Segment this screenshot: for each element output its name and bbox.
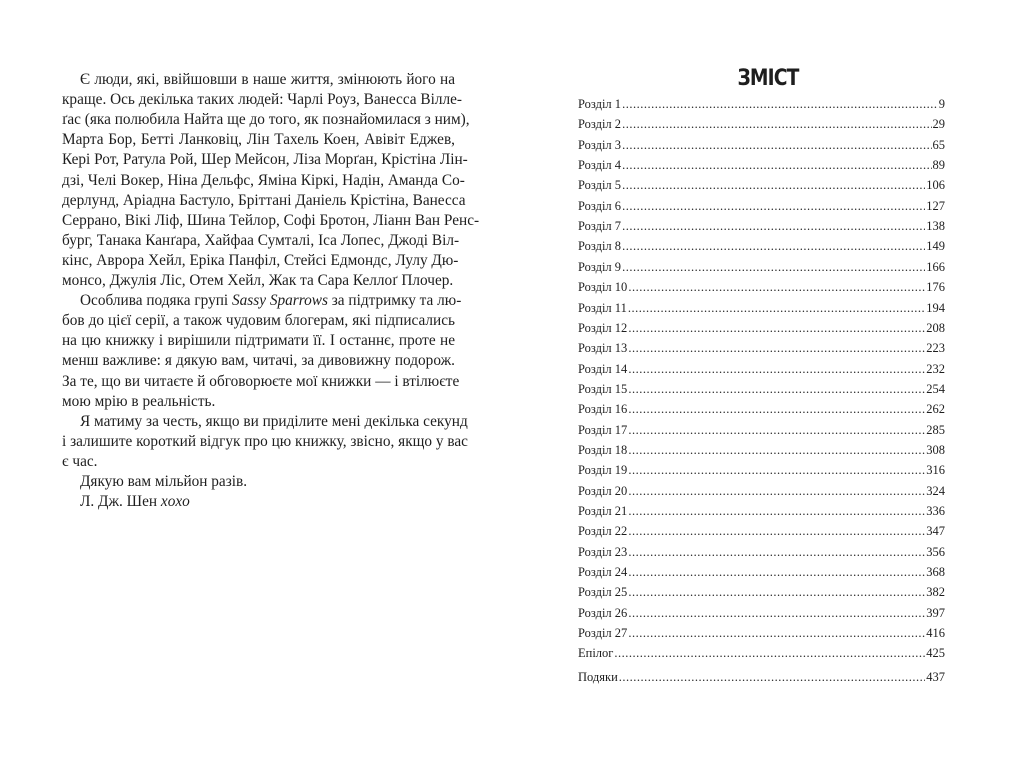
- table-of-contents-page: [512, 0, 1024, 767]
- toc-entry-page: 347: [926, 524, 945, 539]
- text-line: [80, 291, 462, 311]
- toc-entry[interactable]: [578, 238, 945, 254]
- toc-entry-label: Розділ 25: [578, 585, 628, 600]
- toc-entry[interactable]: [578, 544, 945, 560]
- toc-entry-label: Розділ 18: [578, 442, 628, 457]
- toc-entry[interactable]: [578, 259, 945, 275]
- leader-dots: [628, 503, 925, 519]
- group-name: Sassy Sparrows: [232, 292, 328, 310]
- toc-entry[interactable]: [578, 361, 945, 377]
- text-line: менш важливе: я дякую вам, читачі, за дивовижну подорож.: [62, 352, 455, 370]
- toc-entry-label: Розділ 13: [578, 341, 628, 356]
- toc-entry-label: Розділ 23: [578, 544, 628, 559]
- text-line: ґас (яка полюбила Найта ще до того, як познайомилася з ним),: [62, 111, 470, 129]
- leader-dots: [628, 442, 925, 458]
- text-line: бов до цієї серії, а також чудовим блогерам, які підписались: [62, 312, 455, 330]
- toc-entry-label: Подяки: [578, 670, 618, 684]
- leader-dots: [628, 483, 925, 499]
- leader-dots: [628, 564, 925, 580]
- toc-entry-label: Розділ 8: [578, 239, 622, 254]
- leader-dots: [628, 361, 925, 377]
- leader-dots: [622, 238, 925, 254]
- toc-entry-label: Розділ 21: [578, 504, 628, 518]
- text-line: є час.: [62, 452, 98, 470]
- toc-entry-label: Розділ 19: [578, 463, 628, 478]
- toc-entry-label: Епілог: [578, 646, 614, 660]
- text-line: краще. Ось декілька таких людей: Чарлі Роуз, Ванесса Вілле-: [62, 91, 463, 109]
- toc-entry-page: 308: [926, 442, 945, 457]
- text-line: Я матиму за честь, якщо ви приділите мені декілька секунд: [80, 412, 468, 430]
- leader-dots: [628, 279, 925, 295]
- text-fragment: за підтримку та лю-: [327, 292, 462, 310]
- toc-entry-label: Розділ 26: [578, 605, 628, 620]
- toc-entry-label: Розділ 4: [578, 158, 622, 173]
- text-line: Є люди, які, ввійшовши в наше життя, змінюють його на: [80, 71, 455, 88]
- toc-entry[interactable]: [578, 279, 945, 295]
- toc-entry[interactable]: [578, 218, 945, 234]
- toc-entry-page: 223: [926, 341, 945, 356]
- toc-entry-page: 127: [926, 198, 945, 213]
- leader-dots: [628, 401, 925, 417]
- toc-entry-page: 29: [932, 117, 945, 132]
- toc-entry-page: 254: [926, 381, 945, 396]
- leader-dots: [628, 320, 925, 336]
- toc-entry[interactable]: [578, 340, 945, 356]
- leader-dots: [619, 669, 925, 685]
- toc-entry-label: Розділ 22: [578, 524, 628, 539]
- leader-dots: [622, 198, 925, 214]
- toc-entry-page: 437: [926, 670, 945, 684]
- toc-entry-page: 89: [932, 158, 945, 173]
- text-line: дзі, Челі Вокер, Ніна Дельфс, Яміна Кіркі, Надін, Аманда Со-: [62, 171, 465, 189]
- text-line: Кері Рот, Ратула Рой, Шер Мейсон, Ліза Морґан, Крістіна Лін-: [62, 151, 468, 169]
- leader-dots: [622, 96, 938, 112]
- leader-dots: [628, 381, 925, 397]
- thanks-line: Дякую вам мільйон разів.: [80, 473, 248, 490]
- toc-entry-page: 316: [926, 463, 945, 478]
- leader-dots: [628, 462, 925, 478]
- signature: [80, 492, 455, 512]
- toc-entry-page: 208: [926, 320, 945, 335]
- leader-dots: [628, 422, 925, 438]
- toc-entry[interactable]: [578, 401, 945, 417]
- text-line: кінс, Аврора Хейл, Еріка Панфіл, Стейсі Едмондс, Лулу Дю-: [62, 251, 459, 269]
- toc-entry[interactable]: [578, 564, 945, 580]
- leader-dots: [628, 625, 925, 641]
- toc-entry-page: 176: [926, 280, 945, 295]
- sign-off: xoxo: [160, 493, 190, 511]
- toc-entry-label: Розділ 2: [578, 117, 622, 132]
- toc-entry[interactable]: [578, 584, 945, 600]
- toc-entry-page: 397: [926, 605, 945, 620]
- text-line: Марта Бор, Бетті Ланковіц, Лін Тахель Коен, Авівіт Еджев,: [62, 131, 455, 149]
- toc-entry-label: Розділ 11: [578, 300, 627, 315]
- text-line: бург, Танака Канґара, Хайфаа Сумталі, Іса Лопес, Джоді Віл-: [62, 231, 460, 249]
- text-line: на цю книжку і вирішили підтримати її. І останнє, проте не: [62, 332, 455, 350]
- leader-dots: [628, 584, 925, 600]
- toc-title: ЗМІСТ: [737, 66, 799, 91]
- toc-entry-label: Розділ 1: [578, 97, 622, 111]
- leader-dots: [628, 605, 925, 621]
- toc-entry[interactable]: [578, 645, 945, 661]
- toc-entry[interactable]: [578, 320, 945, 336]
- author-name: Л. Дж. Шен: [80, 493, 161, 511]
- toc-entry-page: 382: [926, 585, 945, 600]
- leader-dots: [628, 544, 925, 560]
- toc-entry-page: 106: [926, 178, 945, 193]
- toc-entry[interactable]: [578, 483, 945, 499]
- toc-entry-page: 166: [926, 259, 945, 274]
- toc-entry-label: Розділ 27: [578, 626, 628, 641]
- toc-entry-page: 262: [926, 402, 945, 417]
- toc-entry-label: Розділ 3: [578, 137, 622, 152]
- toc-entry-label: Розділ 17: [578, 422, 628, 437]
- toc-entry-page: 425: [926, 646, 945, 660]
- toc-entry-label: Розділ 14: [578, 361, 628, 376]
- toc-entry[interactable]: [578, 523, 945, 539]
- leader-dots: [622, 157, 931, 173]
- leader-dots: [622, 177, 925, 193]
- toc-entry-label: Розділ 15: [578, 381, 628, 396]
- toc-entry-label: Розділ 16: [578, 402, 628, 417]
- toc-entry-page: 356: [926, 544, 945, 559]
- toc-entry-label: Розділ 6: [578, 198, 622, 213]
- toc-entry[interactable]: [578, 157, 945, 173]
- toc-entry-label: Розділ 5: [578, 178, 622, 193]
- toc-entry-page: 324: [926, 483, 945, 498]
- toc-entry-label: Розділ 24: [578, 565, 628, 580]
- leader-dots: [622, 116, 931, 132]
- toc-entry-label: Розділ 20: [578, 483, 628, 498]
- toc-entry[interactable]: [578, 625, 945, 641]
- toc-entry[interactable]: [578, 442, 945, 458]
- leader-dots: [628, 523, 925, 539]
- leader-dots: [628, 300, 925, 316]
- text-line: За те, що ви читаєте й обговорюєте мої книжки — і втілюєте: [62, 372, 460, 390]
- leader-dots: [628, 340, 925, 356]
- toc-entry-page: 285: [926, 422, 945, 437]
- text-line: Серрано, Вікі Ліф, Шина Тейлор, Софі Бротон, Ліанн Ван Ренс-: [62, 211, 480, 229]
- toc-entry-page: 9: [938, 97, 945, 111]
- text-line: мою мрію в реальність.: [62, 392, 216, 410]
- toc-entry-page: 232: [926, 361, 945, 376]
- toc-entry-page: 149: [926, 239, 945, 254]
- toc-entry[interactable]: [578, 96, 945, 112]
- toc-entry-page: 416: [926, 626, 945, 641]
- toc-entry-label: Розділ 12: [578, 320, 628, 335]
- toc-entry[interactable]: [578, 462, 945, 478]
- toc-entry[interactable]: [578, 669, 945, 685]
- toc-entry[interactable]: [578, 381, 945, 397]
- toc-entry[interactable]: [578, 198, 945, 214]
- leader-dots: [622, 137, 931, 153]
- toc-entry-page: 65: [932, 137, 945, 152]
- leader-dots: [622, 218, 925, 234]
- toc-entry-page: 194: [926, 300, 945, 315]
- leader-dots: [614, 645, 925, 661]
- toc-entry-page: 336: [926, 504, 945, 518]
- text-line: дерлунд, Аріадна Бастуло, Бріттані Даніель Крістіна, Ванесса: [62, 191, 466, 209]
- text-fragment: Особлива подяка групі: [80, 292, 232, 310]
- toc-entry-page: 138: [926, 219, 945, 234]
- toc-entry[interactable]: [578, 300, 945, 316]
- text-line: і залишите короткий відгук про цю книжку, звісно, якщо у вас: [62, 432, 468, 450]
- toc-entry[interactable]: [578, 177, 945, 193]
- toc-entry[interactable]: [578, 137, 945, 153]
- toc-entry-label: Розділ 10: [578, 280, 628, 295]
- toc-entry[interactable]: [578, 422, 945, 438]
- toc-entry[interactable]: [578, 116, 945, 132]
- text-line: монсо, Джулія Ліс, Отем Хейл, Жак та Сара Келлоґ Плочер.: [62, 272, 454, 289]
- toc-entry[interactable]: [578, 605, 945, 621]
- toc-entry-label: Розділ 9: [578, 259, 622, 274]
- toc-entry[interactable]: [578, 503, 945, 519]
- toc-entry-page: 368: [926, 565, 945, 580]
- toc-entry-label: Розділ 7: [578, 219, 622, 234]
- leader-dots: [622, 259, 925, 275]
